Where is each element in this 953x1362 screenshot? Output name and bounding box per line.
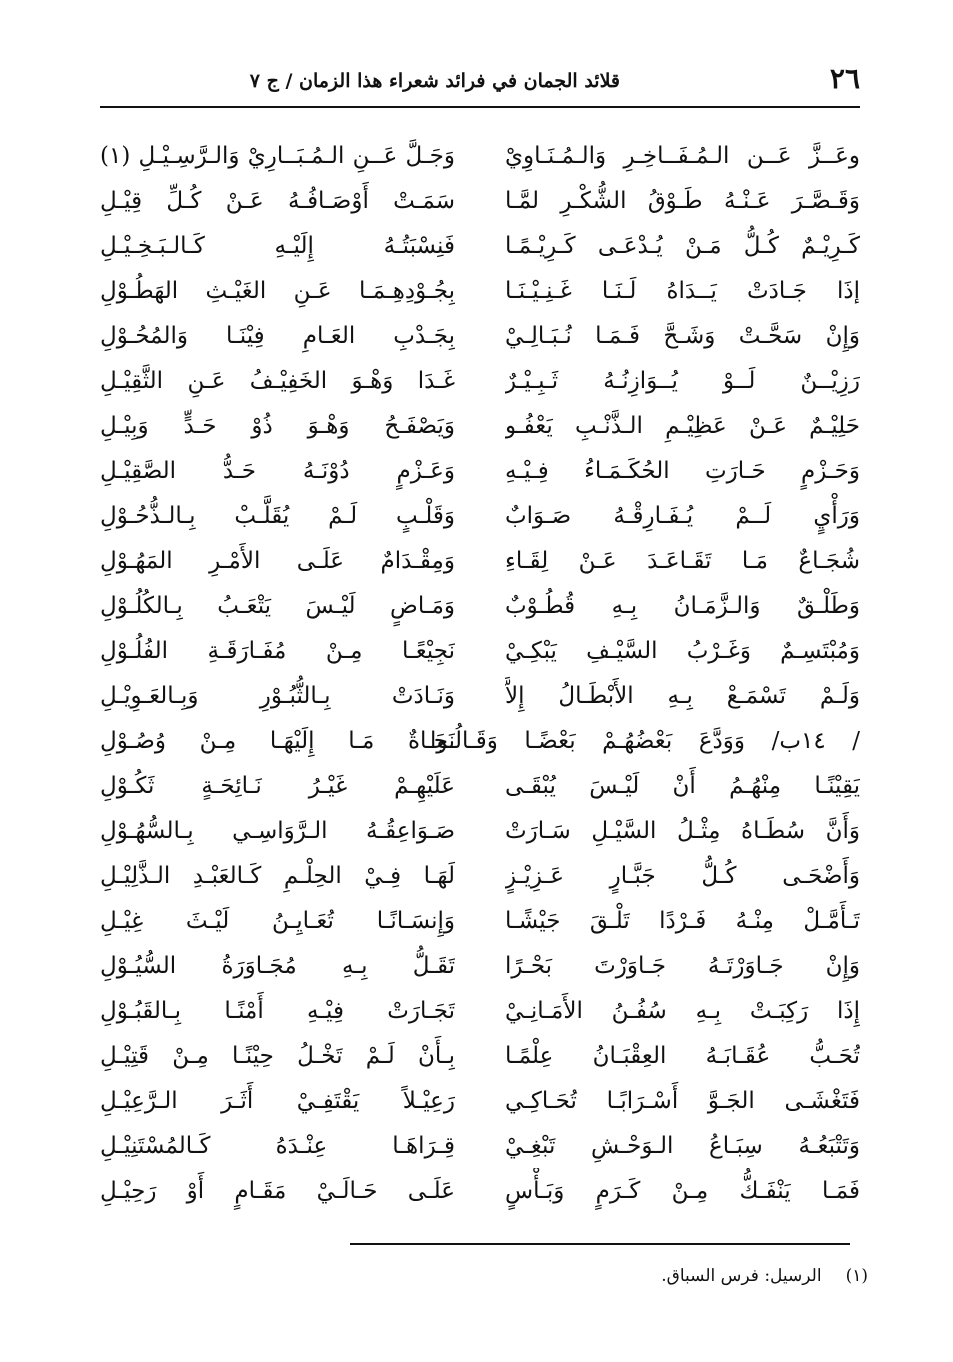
verse-second-hemistich: وَجَـلَّ عَــنِ الـمُـبَــارِيْ وَالـرَّسِـيْـلِ (١) [100, 143, 455, 169]
verse-row [100, 808, 860, 854]
verse-first-hemistich: كَـرِيْـمٌ كُـلُّ مَـنْ يُـدْعَـى كَـرِيْـمًـا [505, 233, 860, 259]
verse-row [100, 628, 860, 674]
verse-first-hemistich: وَرَأْيٍ لَــمْ يُـفَـارِقْـهُ صَـوَابٌ [505, 503, 860, 529]
verse-second-hemistich: بِجَـدْبِ العَـامِ فِيْنَـا وَالمُحُـوْلِ [100, 323, 455, 349]
verse-second-hemistich: عَلَيْهِـمْ غَيْـرُ نَـائِحَـةٍ ثَكُـوْلِ [100, 773, 455, 799]
verse-row [100, 763, 860, 809]
verse-row [100, 718, 860, 764]
verse-second-hemistich: قِـرَاهَـا عِنْـدَهُ كَـالمُسْتَنِيْـلِ [100, 1133, 455, 1159]
verse-second-hemistich: سَمَـتْ أَوْصَـافُـهُ عَـنْ كُـلِّ قِيْـلِ [100, 188, 455, 214]
verse-second-hemistich: نَجِيْعًـا مِـنْ مُفَـارَقَـةِ الفُلُـوْلِ [100, 638, 455, 664]
verse-row [100, 268, 860, 314]
verse-row [100, 178, 860, 224]
verse-row [100, 493, 860, 539]
footnote [168, 1262, 868, 1290]
verse-row [100, 673, 860, 719]
verse-second-hemistich: غَـدَا وَهْـوَ الخَفِيْـفُ عَـنِ الثَّقِيْـلِ [100, 368, 455, 394]
verse-first-hemistich: وَتَتْبَعُـهُ سِبَـاعُ الـوَحْـشِ تَبْغِـيْ [505, 1133, 860, 1159]
verse-first-hemistich: وَإِنْ سَحَّـتْ وَشَـحَّ فَـمَـا نُـبَـالِـيْ [505, 323, 860, 349]
header-divider [100, 106, 860, 108]
verse-row [100, 223, 860, 269]
verse-row [100, 538, 860, 584]
poem-body [100, 133, 860, 1213]
footnote-divider [350, 1243, 850, 1245]
verse-row [100, 1168, 860, 1214]
verse-first-hemistich: وَأَضْحَـى كُـلُّ جَبَّـارٍ عَـزِيْـزٍ [505, 863, 860, 889]
footnote-text: الرسيل: فرس السباق. [661, 1266, 822, 1286]
verse-row [100, 1123, 860, 1169]
verse-second-hemistich: صَـوَاعِقُـهُ الـرَّوَاسِـي بِـالسُّهُـوْلِ [100, 818, 455, 844]
verse-second-hemistich: تَجَـارَتْ فِيْـهِ أَمْنًـا بِـالقَبُـوْلِ [100, 998, 455, 1024]
running-title: قلائد الجمان في فرائد شعراء هذا الزمان / ج ٧ [249, 70, 620, 92]
verse-first-hemistich: / ١٤ب/ وَوَدَّعَ بَعْضُهُـمْ بَعْضًـا وَقَـالُـوا [430, 728, 860, 754]
verse-first-hemistich: وَلَـمْ تَسْمَـعْ بِـهِ الأَبْطَـالُ إِلاَّ [505, 683, 860, 709]
verse-second-hemistich: بِـأَنْ لَـمْ تَخْـلُ حِيْنًـا مِـنْ قَتِيْـلِ [100, 1043, 455, 1069]
verse-first-hemistich: شُجَـاعٌ مَـا تَقَـاعَـدَ عَـنْ لِقَـاءِ [505, 548, 860, 574]
verse-first-hemistich: فَمَـا يَنْفَـكُّ مِـنْ كَـرَمٍ وَبَـأْسٍ [505, 1178, 860, 1204]
verse-row [100, 1078, 860, 1124]
verse-second-hemistich: رَعِيْـلاً يَقْتَفِـيْ أَثَـرَ الـرَّعِيْـلِ [100, 1088, 455, 1114]
verse-row [100, 403, 860, 449]
verse-second-hemistich: وَقَلْـبٍ لَـمْ يُقَلَّـبْ بِـالـذُّحُـوْلِ [100, 503, 455, 529]
verse-second-hemistich: بِجُـوْدِهِـمَـا عَـنِ الغَيْـثِ الهَطُـوْلِ [100, 278, 455, 304]
verse-row [100, 1033, 860, 1079]
verse-second-hemistich: لَهَـا فِـيْ الحِلْـمِ كَـالعَبْـدِ الـذَّلِيْـلِ [100, 863, 455, 889]
verse-first-hemistich: تُحَـبُّ عُقَـابَـهُ العِقْبَـانُ عِلْمًـا [505, 1043, 860, 1069]
verse-first-hemistich: إذَا جَـادَتْ يَــدَاهُ لَـنَـا غَـنِـيْـنَـا [505, 278, 860, 304]
verse-second-hemistich: وَنَـادَتْ بِـالثُّبُـوْرِ وَبِـالعَـوِيْـلِ [100, 683, 455, 709]
verse-first-hemistich: وَحَـزْمٍ حَـارَتِ الحُكَـمَـاءُ فِـيْـهِ [505, 458, 860, 484]
footnote-number: (١) [845, 1266, 868, 1286]
verse-row [100, 583, 860, 629]
verse-first-hemistich: رَزِيْــنٌ لَــوْ يُــوَازِنُـهُ ثَـبِـيْـرٌ [505, 368, 860, 394]
verse-second-hemistich: وَيَصْفَـحُ وَهْـوَ ذُوْ حَـدٍّ وَبِيْـلِ [100, 413, 455, 439]
verse-first-hemistich: إِذَا رَكِبَـتْ بِـهِ سُفُـنُ الأَمَـانِـيْ [505, 998, 860, 1024]
verse-first-hemistich: حَلِيْـمٌ عَـنْ عَظِيْـمِ الـذَّنْـبِ يَعْفُـو [505, 413, 860, 439]
verse-row [100, 853, 860, 899]
verse-row [100, 133, 860, 179]
verse-first-hemistich: وَأَنَّ سُطَـاهُ مِثْـلُ السَّيْـلِ سَـارَتْ [505, 818, 860, 844]
verse-second-hemistich: وَمَـاضٍ لَيْـسَ يَتْعَـبُ بِـالكُلُـوْلِ [100, 593, 455, 619]
verse-first-hemistich: وَإِنْ جَـاوَرْتَـهُ جَـاوَرْتَ بَحْـرًا [505, 953, 860, 979]
verse-second-hemistich: وَمِقْـدَامٌ عَلَـى الأَمْـرِ المَهُـوْلِ [100, 548, 455, 574]
verse-first-hemistich: وَمُبْتَسِـمٌ وَغَـرْبُ السَّيْـفِ يَبْكِـيْ [505, 638, 860, 664]
verse-row [100, 943, 860, 989]
verse-row [100, 988, 860, 1034]
verse-first-hemistich: يَقِيْنًـا مِنْهُـمُ أَنْ لَيْـسَ يُبْقَـى [505, 773, 860, 799]
verse-second-hemistich: وَعَـزْمٍ دُوْنَـهُ حَـدُّ الصَّقِيْـلِ [100, 458, 455, 484]
verse-row [100, 898, 860, 944]
verse-first-hemistich: وَقَـصَّـرَ عَـنْـهُ طَـوْقُ الشُّكْـرِ لمَّـا [505, 188, 860, 214]
verse-second-hemistich: عَلَـى حَـالَـيْ مَقَـامٍ أَوْ رَحِيْـلِ [100, 1178, 455, 1204]
verse-row [100, 448, 860, 494]
verse-row [100, 358, 860, 404]
verse-second-hemistich: نَجَـاةٌ مَـا إِلَيْهَـا مِـنْ وُصُـوْلِ [100, 728, 455, 754]
verse-first-hemistich: وَطَلْـقٌ وَالـزَّمَـانُ بِـهِ قُطُـوْبٌ [505, 593, 860, 619]
verse-row [100, 313, 860, 359]
verse-second-hemistich: تَقَـلُّ بِـهِ مُجَـاوَرَةُ السُّيُـوْلِ [100, 953, 455, 979]
verse-second-hemistich: فَنِسْبَتُـهُ إِلَيْـهِ كَـالـبَـخِـيْـلِ [100, 233, 455, 259]
verse-second-hemistich: وَإِنسَـانًـا تُعَـايِـنُ لَيْـثَ غِيْـلِ [100, 908, 455, 934]
verse-first-hemistich: فَتَغْشَـى الجَـوَّ أَسْـرَابًـا تُحَـاكِـي [505, 1088, 860, 1114]
page-header [100, 62, 860, 102]
verse-first-hemistich: تَـأَمَّـلْ مِنْـهُ فَـرْدًا تَلْـقَ جَيْشًـا [505, 908, 860, 934]
page-number: ٢٦ [829, 62, 860, 95]
verse-first-hemistich: وعَــزَّ عَــن الـمُـفَــاخِـرِ وَالـمُـنَـاوِيْ [505, 143, 860, 169]
